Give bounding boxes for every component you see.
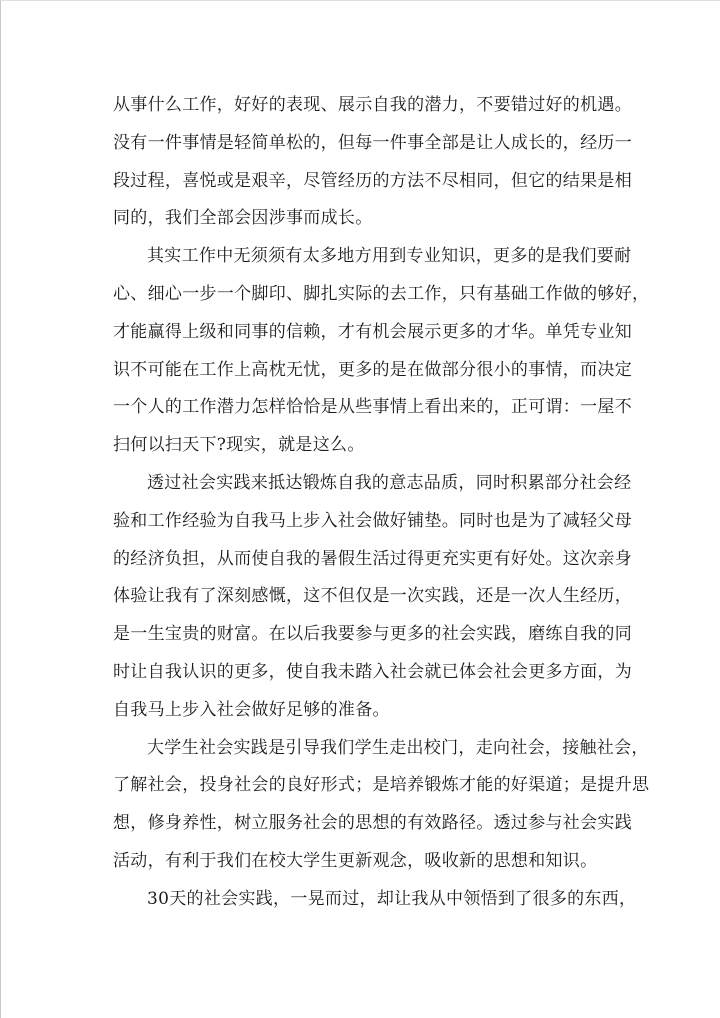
text-line: 30天的社会实践，一晃而过，却让我从中领悟到了很多的东西， <box>147 888 637 909</box>
text-line: 想，修身养性，树立服务社会的思想的有效路径。透过参与社会实践 <box>113 813 632 834</box>
text-line: 体验让我有了深刻感慨，这不但仅是一次实践，还是一次人生经历， <box>113 586 632 607</box>
text-line: 心、细心一步一个脚印、脚扎实际的去工作，只有基础工作做的够好， <box>113 283 650 304</box>
text-line: 段过程，喜悦或是艰辛，尽管经历的方法不尽相同，但它的结果是相 <box>113 170 632 191</box>
paragraph <box>113 238 650 465</box>
paragraph <box>113 881 637 919</box>
text-line: 时让自我认识的更多，使自我未踏入社会就已体会社会更多方面，为 <box>113 661 632 682</box>
text-line: 没有一件事情是轻简单松的，但每一件事全部是让人成长的，经历一 <box>113 132 632 153</box>
text-line: 验和工作经验为自我马上步入社会做好铺垫。同时也是为了减轻父母 <box>113 510 632 531</box>
text-line: 活动，有利于我们在校大学生更新观念，吸收新的思想和知识。 <box>113 850 598 871</box>
text-line: 透过社会实践来抵达锻炼自我的意志品质，同时积累部分社会经 <box>147 472 632 493</box>
document-body <box>113 87 650 919</box>
text-line: 自我马上步入社会做好足够的准备。 <box>113 699 390 720</box>
paragraph <box>113 87 632 238</box>
text-line: 的经济负担，从而使自我的暑假生活过得更充实更有好处。这次亲身 <box>113 548 632 569</box>
text-line: 识不可能在工作上高枕无忧，更多的是在做部分很小的事情，而决定 <box>113 359 632 380</box>
text-line: 了解社会，投身社会的良好形式；是培养锻炼才能的好渠道；是提升思 <box>113 775 650 796</box>
text-line: 同的，我们全部会因涉事而成长。 <box>113 208 373 229</box>
text-line: 其实工作中无须须有太多地方用到专业知识，更多的是我们要耐 <box>147 246 632 267</box>
text-line: 一个人的工作潜力怎样恰恰是从些事情上看出来的，正可谓：一屋不 <box>113 397 632 418</box>
text-line: 扫何以扫天下?现实，就是这么。 <box>113 435 365 456</box>
paragraph <box>113 465 632 730</box>
paragraph <box>113 730 650 881</box>
text-line: 大学生社会实践是引导我们学生走出校门，走向社会，接触社会， <box>147 737 649 758</box>
text-line: 是一生宝贵的财富。在以后我要参与更多的社会实践，磨练自我的同 <box>113 624 632 645</box>
text-line: 才能赢得上级和同事的信赖，才有机会展示更多的才华。单凭专业知 <box>113 321 632 342</box>
text-line: 从事什么工作，好好的表现、展示自我的潜力，不要错过好的机遇。 <box>113 95 632 115</box>
